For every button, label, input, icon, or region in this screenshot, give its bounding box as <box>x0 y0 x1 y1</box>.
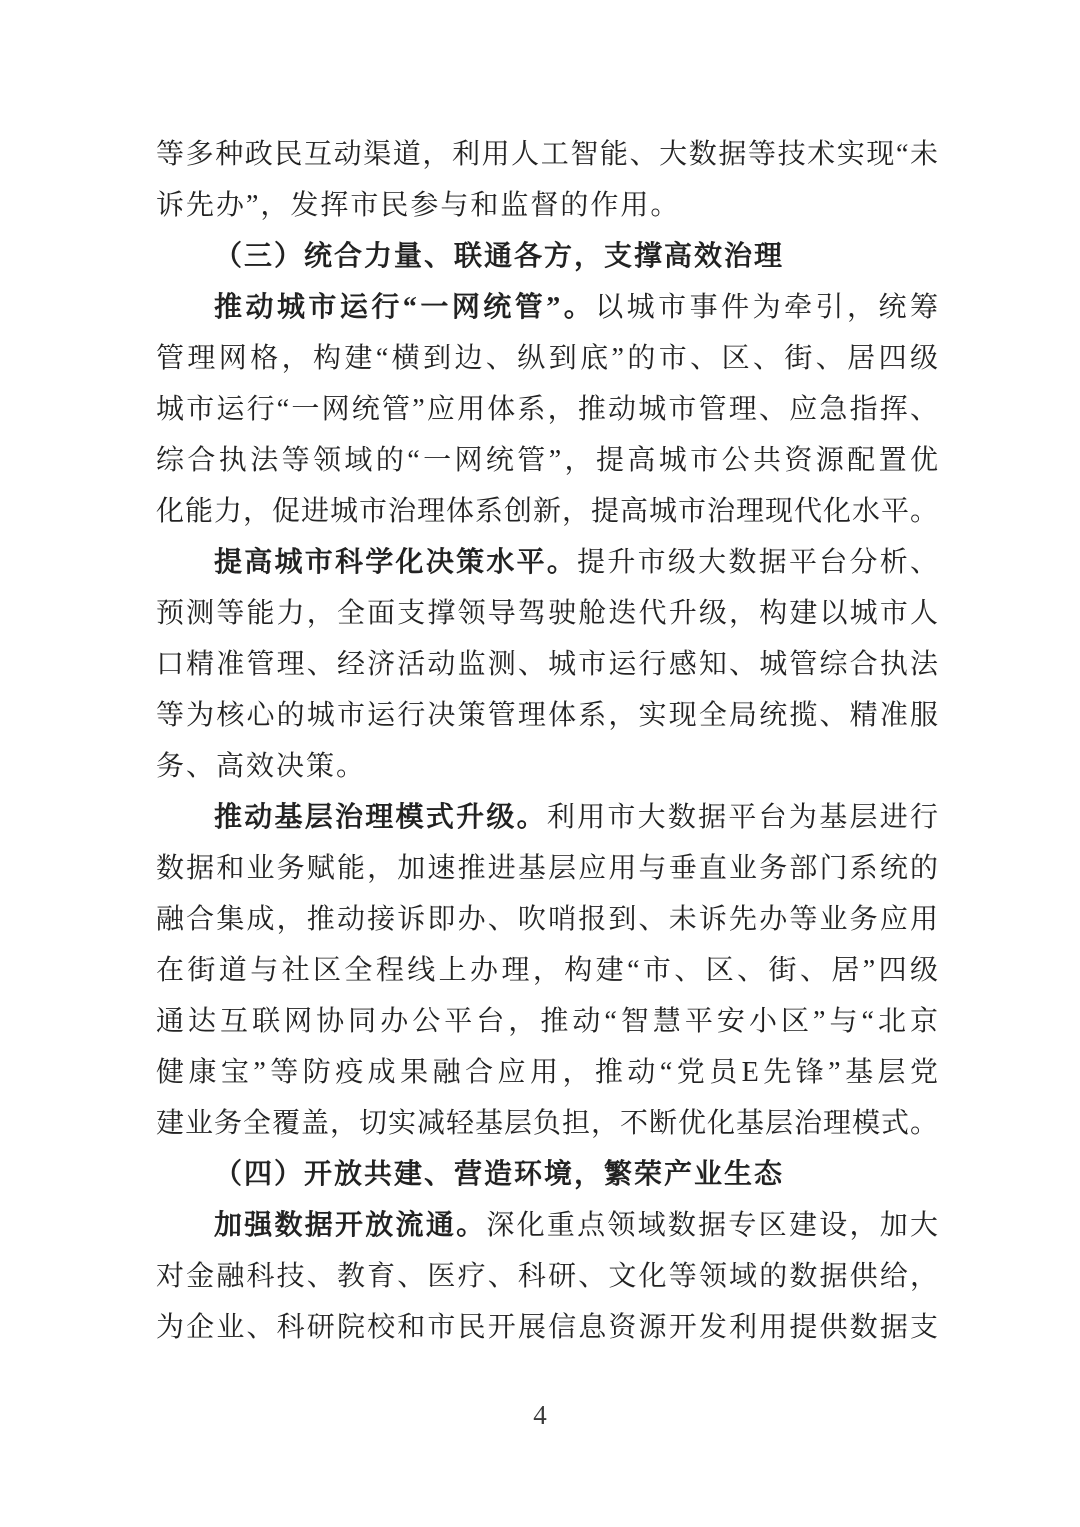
body-text: 务、高效决策。 <box>156 751 367 782</box>
body-text: 在街道与社区全程线上办理，构建“市、区、街、居”四级 <box>156 955 938 986</box>
body-text: 城市运行“一网统管”应用体系，推动城市管理、应急指挥、 <box>156 394 938 425</box>
text-line <box>156 282 938 333</box>
body-text: 管理网格，构建“横到边、纵到底”的市、区、街、居四级 <box>156 343 938 374</box>
page-number: 4 <box>533 1400 547 1430</box>
bold-lead-text: 推动基层治理模式升级。 <box>214 802 547 833</box>
body-text: 提升市级大数据平台分析、 <box>577 547 938 578</box>
text-line <box>156 588 938 639</box>
bold-lead-text: 加强数据开放流通。 <box>214 1210 487 1241</box>
body-text: 诉先办”，发挥市民参与和监督的作用。 <box>156 190 681 221</box>
text-line <box>156 1302 938 1353</box>
text-line <box>156 741 938 792</box>
body-text: 融合集成，推动接诉即办、吹哨报到、未诉先办等业务应用 <box>156 904 938 935</box>
text-line <box>156 384 938 435</box>
section-heading <box>156 1149 938 1200</box>
text-line <box>156 792 938 843</box>
document-body <box>156 129 938 1353</box>
text-line <box>156 894 938 945</box>
section-heading <box>156 231 938 282</box>
text-line <box>156 1098 938 1149</box>
body-text: 等为核心的城市运行决策管理体系，实现全局统揽、精准服 <box>156 700 938 731</box>
text-line <box>156 333 938 384</box>
body-text: 数据和业务赋能，加速推进基层应用与垂直业务部门系统的 <box>156 853 938 884</box>
body-text: 健康宝”等防疫成果融合应用，推动“党员E先锋”基层党 <box>156 1057 938 1088</box>
body-text: 建业务全覆盖，切实减轻基层负担，不断优化基层治理模式。 <box>156 1108 938 1139</box>
body-text: 预测等能力，全面支撑领导驾驶舱迭代升级，构建以城市人 <box>156 598 938 629</box>
text-line <box>156 435 938 486</box>
text-line <box>156 537 938 588</box>
text-line <box>156 1251 938 1302</box>
body-text: 通达互联网协同办公平台，推动“智慧平安小区”与“北京 <box>156 1006 938 1037</box>
text-line <box>156 180 938 231</box>
body-text: （三）统合力量、联通各方，支撑高效治理 <box>214 241 785 272</box>
body-text: 以城市事件为牵引，统筹 <box>595 292 938 323</box>
body-text: 口精准管理、经济活动监测、城市运行感知、城管综合执法 <box>156 649 938 680</box>
body-text: 等多种政民互动渠道，利用人工智能、大数据等技术实现“未 <box>156 139 938 170</box>
body-text: 利用市大数据平台为基层进行 <box>546 802 938 833</box>
body-text: 综合执法等领域的“一网统管”，提高城市公共资源配置优 <box>156 445 938 476</box>
text-line <box>156 486 938 537</box>
text-line <box>156 945 938 996</box>
body-text: 为企业、科研院校和市民开展信息资源开发利用提供数据支 <box>156 1312 938 1343</box>
text-line <box>156 639 938 690</box>
body-text: （四）开放共建、营造环境，繁荣产业生态 <box>214 1159 785 1190</box>
body-text: 化能力，促进城市治理体系创新，提高城市治理现代化水平。 <box>156 496 938 527</box>
bold-lead-text: 推动城市运行“一网统管”。 <box>214 292 596 323</box>
body-text: 深化重点领域数据专区建设，加大 <box>486 1210 938 1241</box>
text-line <box>156 129 938 180</box>
text-line <box>156 843 938 894</box>
bold-lead-text: 提高城市科学化决策水平。 <box>214 547 578 578</box>
body-text: 对金融科技、教育、医疗、科研、文化等领域的数据供给， <box>156 1261 938 1292</box>
text-line <box>156 996 938 1047</box>
text-line <box>156 690 938 741</box>
text-line <box>156 1047 938 1098</box>
text-line <box>156 1200 938 1251</box>
